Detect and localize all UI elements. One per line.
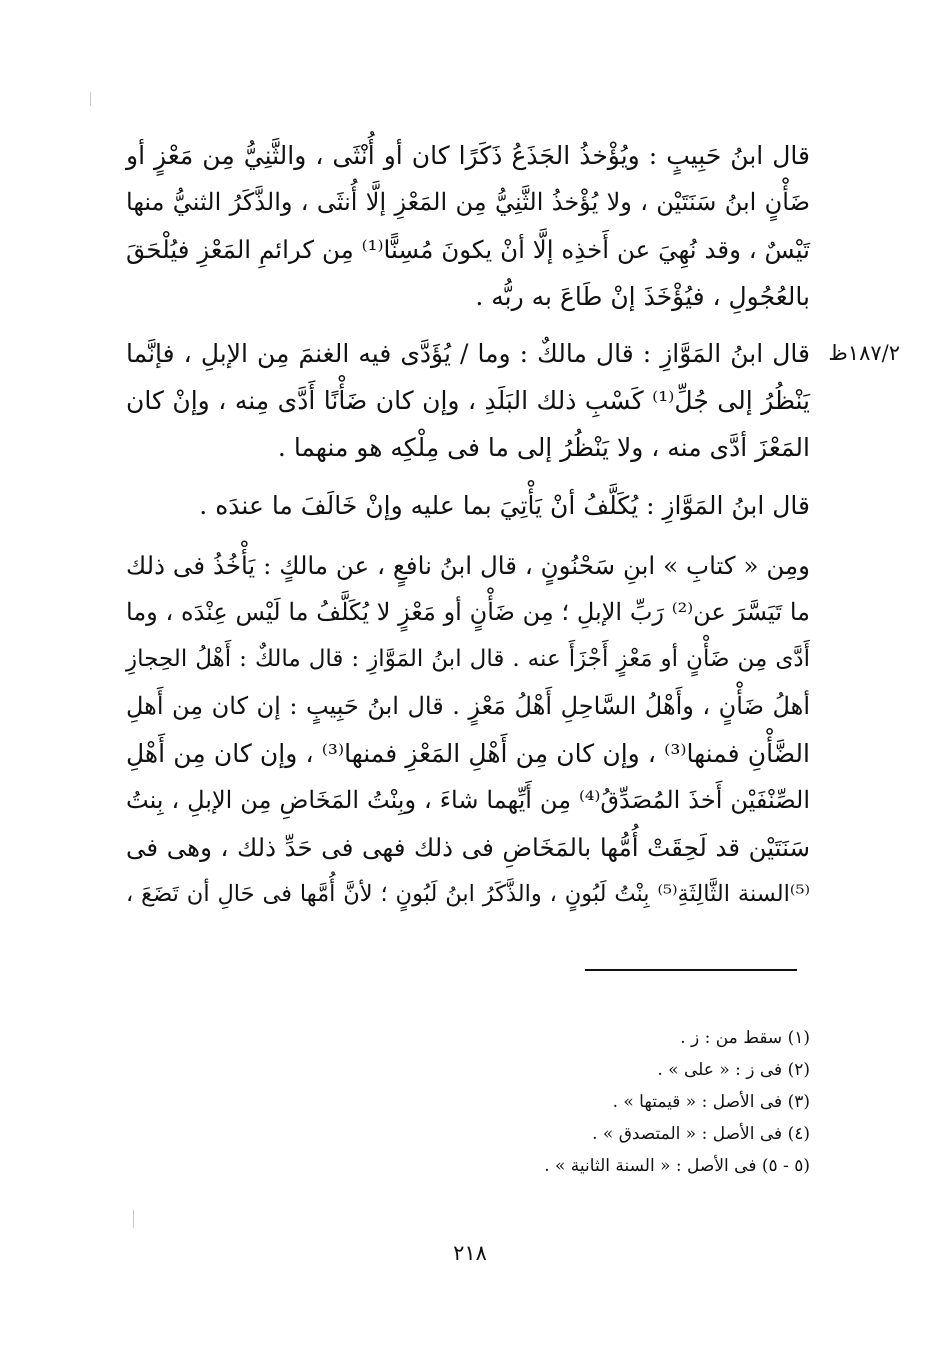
scan-artifact (90, 92, 91, 106)
page-number: ٢١٨ (453, 1241, 487, 1265)
footnote-separator (585, 969, 797, 971)
text-line: سَنَتَيْن قد لَحِقَتْ أُمُّها بالمَخَاضِ فى ذلك فهى فى حَدِّ ذلك ، وهى فى (126, 833, 810, 862)
footnotes (400, 1022, 810, 1182)
text-line: قال ابنُ حَبِيبٍ : ويُؤْخذُ الجَذَعُ ذَكَرًا كان أو أُنْثَى ، والثَّنِيُّ مِن مَعْزٍ أو (126, 141, 810, 170)
text-line: الصِّنْفَيْن أَخذَ المُصَدِّقُ⁽⁴⁾ مِن أَيِّهما شاءَ ، وبِنْتُ المَخَاضِ مِن الإبلِ ، بِنتُ (126, 786, 811, 814)
text-line: المَعْزَ أدَّى منه ، ولا يَنْظُرُ إلى ما فى مِلْكِه هو منهما . (277, 433, 810, 462)
text-line: يَنْظُرُ إلى جُلِّ⁽¹⁾ كَسْبِ ذلك البَلَدِ ، وإن كان ضَأْنًا أَدَّى مِنه ، وإنْ كان (126, 386, 811, 415)
paragraph-4 (126, 542, 810, 918)
paragraph-3 (126, 482, 810, 529)
footnote: (١) سقط من : ز . (680, 1028, 810, 1048)
paragraph-1 (126, 132, 810, 320)
footnote: (٤) فى الأصل : « المتصدق » . (592, 1124, 810, 1144)
text-line: بالعُجُولِ ، فيُؤْخَذَ إنْ طَاعَ به ربُّه . (475, 282, 810, 311)
text-line: ما تَيَسَّرَ عن⁽²⁾ رَبِّ الإبلِ ؛ مِن ضَأْنٍ أو مَعْزٍ لا يُكَلَّفُ ما لَيْس عِنْدَه ، وما (126, 598, 810, 626)
text-line: أَدَّى مِن ضَأْنٍ أو مَعْزٍ أَجْزَأَ عنه . قال ابنُ المَوَّازِ : قال مالكٌ : أَهْلُ الحِجازِ (126, 646, 810, 672)
footnote: (٥ - ٥) فى الأصل : « السنة الثانية » . (544, 1156, 810, 1176)
text-line: أهلُ ضَأْنٍ ، وأَهْلُ السَّاحِلِ أَهْلُ مَعْزٍ . قال ابنُ حَبِيبٍ : إن كان مِن أَهلِ (126, 692, 810, 720)
scan-artifact (133, 1210, 134, 1228)
paragraph-2 (126, 330, 810, 471)
text-line: ضَأْنٍ ابنُ سَنَتَيْن ، ولا يُؤْخذُ الثَّنِيُّ مِن المَعْزِ إلَّا أُنثَى ، والذَّكَرُ الثنيُّ منها (126, 188, 810, 216)
text-line: ومِن « كتابِ » ابنِ سَحْنُونٍ ، قال ابنُ نافعٍ ، عن مالكٍ : يَأْخُذُ فى ذلك (126, 551, 810, 580)
text-line: ⁽⁵⁾السنة الثَّالِثَةِ⁽⁵⁾ بِنْتُ لَبُونٍ ، والذَّكَرُ ابنُ لَبُونٍ ؛ لأنَّ أُمَّها فى حَالِ أن تَضَعَ ، (126, 881, 810, 907)
margin-folio-reference: ١٨٧/٢ظ (828, 341, 900, 365)
text-line: قال ابنُ المَوَّازِ : قال مالكٌ : وما / يُؤَدَّى فيه الغنمَ مِن الإبلِ ، فإنَّما (126, 339, 810, 368)
text-line: تَيْسٌ ، وقد نُهِيَ عن أَخذِه إلَّا أنْ يكونَ مُسِنًّا⁽¹⁾ مِن كرائمِ المَعْزِ فيُلْحَقَ (126, 235, 811, 264)
footnote: (٢) فى ز : « على » . (657, 1060, 810, 1080)
text-line: قال ابنُ المَوَّازِ : يُكَلَّفُ أنْ يَأْتِيَ بما عليه وإنْ خَالَفَ ما عندَه . (199, 491, 810, 520)
text-line: الضَّأْنِ فمنها⁽³⁾ ، وإن كان مِن أَهْلِ المَعْزِ فمنها⁽³⁾ ، وإن كان مِن أَهْلِ (126, 739, 810, 768)
footnote: (٣) فى الأصل : « قيمتها » . (612, 1092, 810, 1112)
